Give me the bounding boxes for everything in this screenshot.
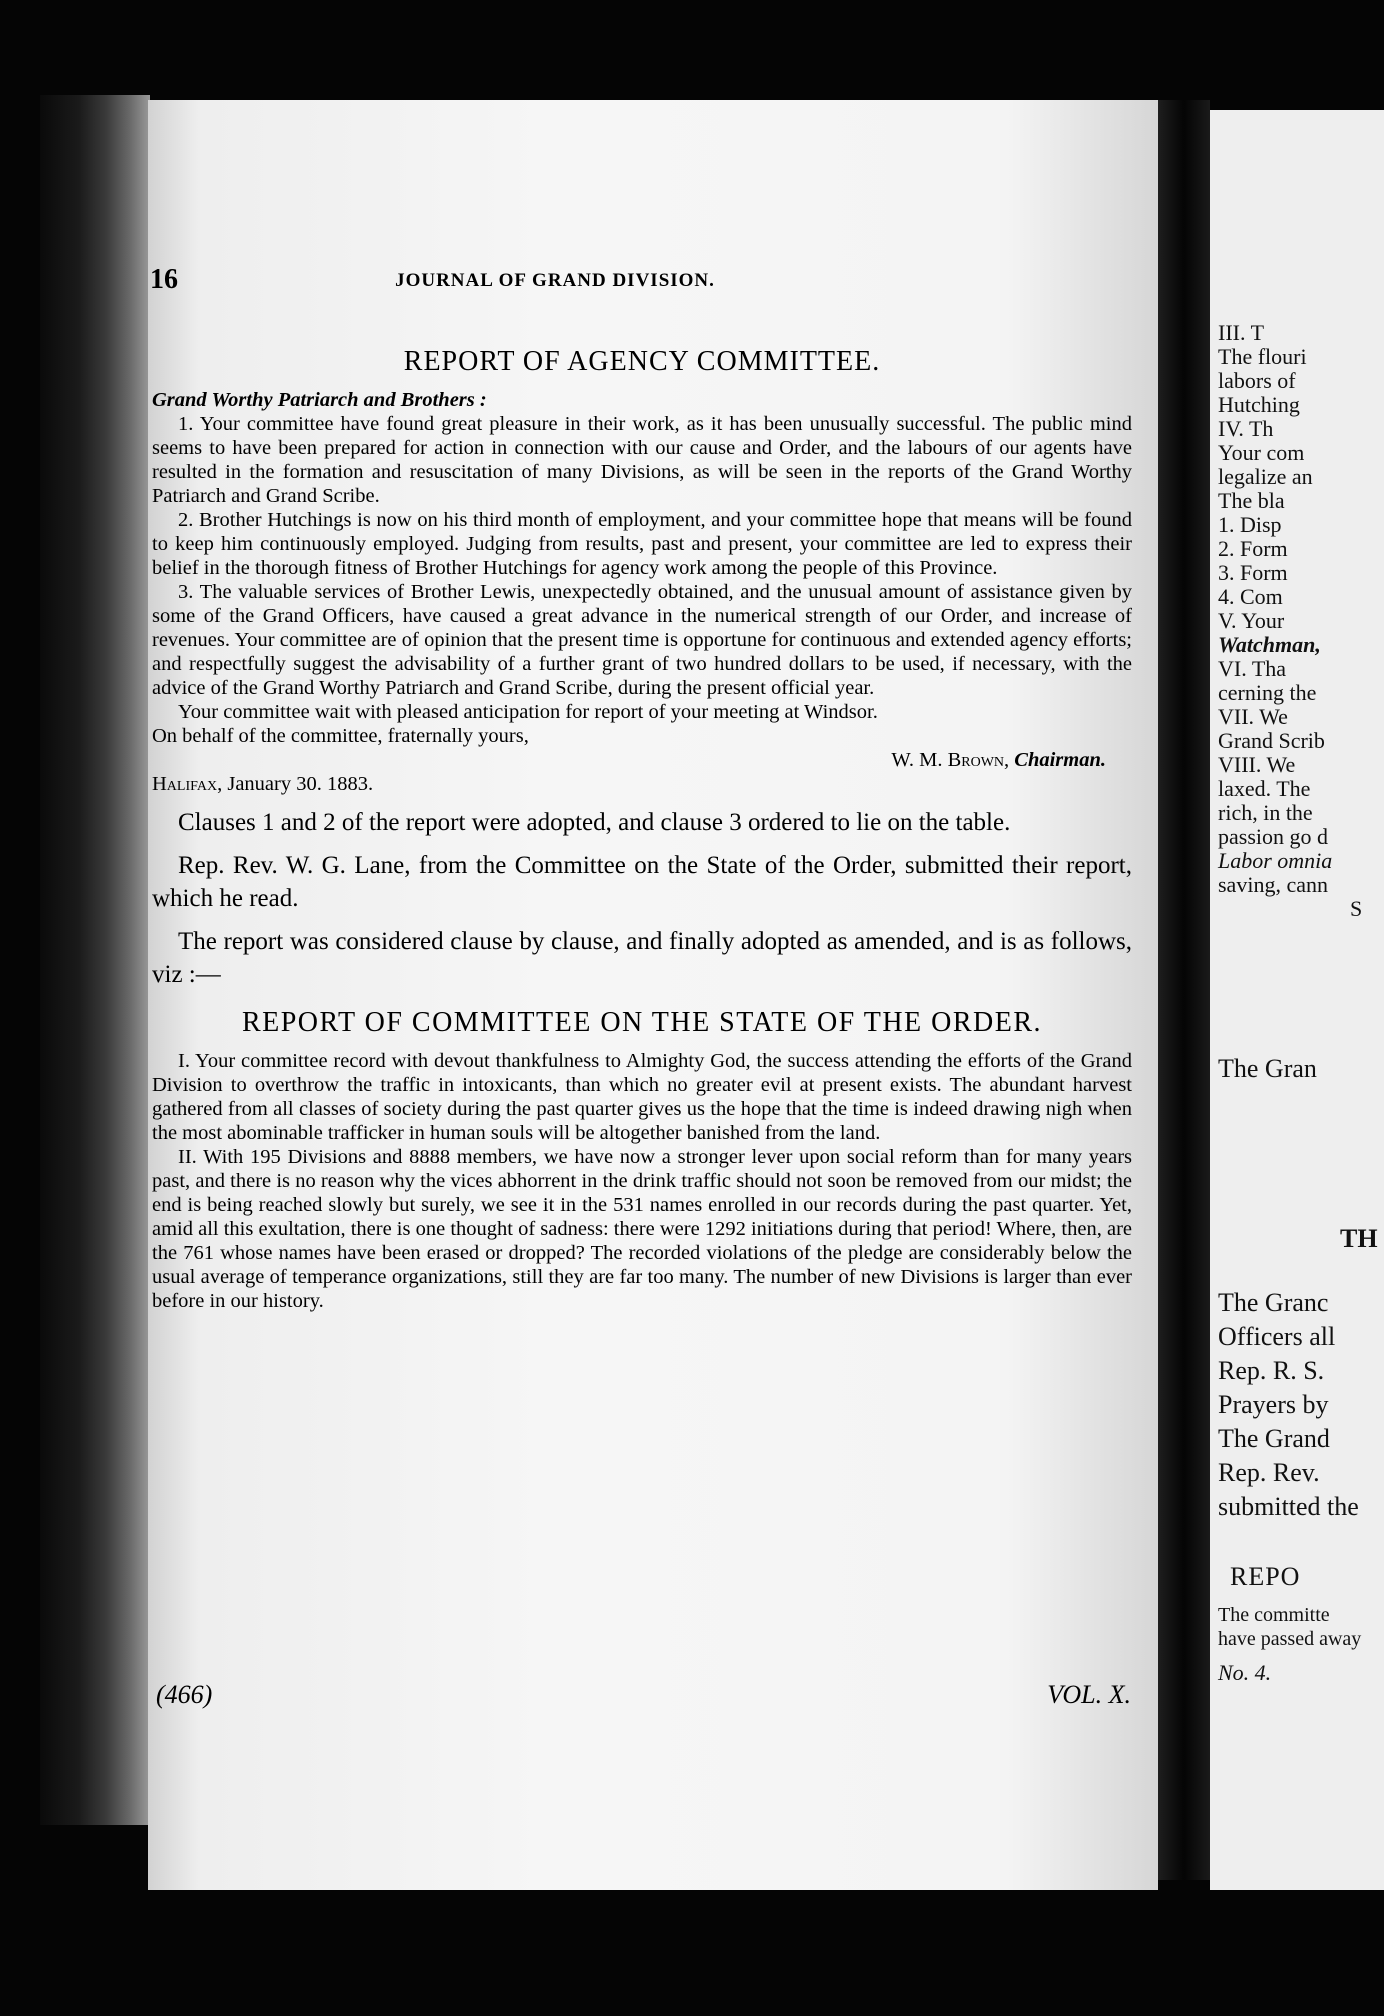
footer-page-mark: (466) — [156, 1680, 213, 1709]
adjacent-line: Hutching — [1218, 392, 1300, 417]
adjacent-repo-head: REPO — [1230, 1562, 1301, 1591]
adjacent-line: 3. Form — [1218, 560, 1288, 585]
adjacent-line: labors of — [1218, 368, 1296, 393]
agency-report-title: REPORT OF AGENCY COMMITTEE. — [403, 346, 881, 377]
adjacent-line: The Granc — [1218, 1288, 1329, 1317]
book-spine — [40, 95, 150, 1825]
adjacent-line: 1. Disp — [1218, 512, 1282, 537]
adjacent-line: laxed. The — [1218, 776, 1311, 801]
adjacent-line: 2. Form — [1218, 536, 1288, 561]
agency-paragraph-4: Your committee wait with pleased anticipation for report of your meeting at Windsor. — [178, 701, 878, 723]
adjacent-section-head: TH — [1340, 1224, 1378, 1253]
footer-volume: VOL. X. — [1047, 1680, 1131, 1709]
adjacent-line: Your com — [1218, 440, 1305, 465]
adjacent-line: rich, in the — [1218, 800, 1313, 825]
proceeding-2: Rep. Rev. W. G. Lane, from the Committee on the State of the Order, submitted their report, which he read. — [152, 852, 1132, 912]
state-paragraph-2: II. With 195 Divisions and 8888 members, we have now a stronger lever upon social reform than for many years past, and there is no reason why the vices abhorrent in the drink traffic should not soon be removed from our midst; the end is being reached slowly but surely, we see it in the 531 names enrolled in our records during the past quarter. Yet, amid all this exultation, there is one thought of sadness: there were 1292 initiations during that period! Where, then, are the 761 whose names have been erased or dropped? The recorded violations of the pledge are considerably below the usual average of temperance organizations, still they are far too many. The number of new Divisions is larger than ever before in our history. — [152, 1146, 1132, 1312]
adjacent-line: S — [1350, 896, 1363, 921]
page-header — [150, 264, 960, 294]
adjacent-line: VII. We — [1218, 704, 1288, 729]
adjacent-line: No. 4. — [1218, 1660, 1272, 1685]
adjacent-line: saving, cann — [1218, 872, 1328, 897]
adjacent-line: The Grand — [1218, 1424, 1330, 1453]
adjacent-line: passion go d — [1218, 824, 1328, 849]
adjacent-line: Grand Scrib — [1218, 728, 1325, 753]
agency-paragraph-3: 3. The valuable services of Brother Lewis, unexpectedly obtained, and the unusual amount of assistance given by some of the Grand Officers, have caused a great advance in the numerical strength of our Order, and increase of revenues. Your committee are of opinion that the present time is opportune for continuous and extended agency efforts; and respectfully suggest the advisability of a further grant of two hundred dollars to be used, if necessary, with the advice of the Grand Worthy Patriarch and Grand Scribe, during the present official year. — [152, 581, 1132, 699]
page-gutter — [1158, 100, 1210, 1880]
date-place: Halifax, — [152, 773, 223, 795]
adjacent-line: Labor omnia — [1218, 848, 1333, 873]
adjacent-line: have passed away — [1218, 1628, 1362, 1650]
adjacent-line: Prayers by — [1218, 1390, 1329, 1419]
signer-role: Chairman. — [1014, 749, 1106, 771]
adjacent-line: The committe — [1218, 1604, 1330, 1626]
adjacent-line: IV. Th — [1218, 416, 1274, 441]
agency-paragraph-1: 1. Your committee have found great pleasure in their work, as it has been unusually successful. The public mind seems to have been prepared for action in connection with our cause and Order, and the labours of our agents have resulted in the formation and resuscitation of many Divisions, as will be seen in the reports of the Grand Worthy Patriarch and Grand Scribe. — [152, 413, 1132, 507]
dateline — [152, 772, 1132, 796]
adjacent-line: III. T — [1218, 320, 1265, 345]
page-number: 16 — [150, 264, 178, 295]
state-report-title: REPORT OF COMMITTEE ON THE STATE OF THE ORDER. — [241, 1007, 1043, 1038]
adjacent-line: VI. Tha — [1218, 656, 1287, 681]
state-paragraph-1: I. Your committee record with devout thankfulness to Almighty God, the success attending the efforts of the Grand Division to overthrow the traffic in intoxicants, than which no greater evil at present exists. The abundant harvest gathered from all classes of society during the past quarter gives us the hope that the time is indeed drawing nigh when the most abominable trafficker in human souls will be altogether banished from the land. — [152, 1050, 1132, 1144]
adjacent-line: VIII. We — [1218, 752, 1296, 777]
signoff: On behalf of the committee, fraternally yours, — [152, 725, 529, 747]
adjacent-line: Watchman, — [1218, 632, 1321, 657]
adjacent-line: V. Your — [1218, 608, 1285, 633]
page-footer — [156, 1680, 1131, 1716]
date: January 30. 1883. — [227, 773, 374, 795]
agency-paragraph-2: 2. Brother Hutchings is now on his third month of employment, and your committee hope that means will be found to keep him continuously employed. Judging from results, past and present, your committee are led to express their belief in the thorough fitness of Brother Hutchings for agency work among the people of this Province. — [152, 509, 1132, 579]
adjacent-line: Officers all — [1218, 1322, 1336, 1351]
proceeding-3: The report was considered clause by clause, and finally adopted as amended, and is as follows, viz :— — [152, 928, 1132, 988]
signer — [152, 748, 1132, 772]
page-body — [152, 346, 1132, 1313]
proceeding-1: Clauses 1 and 2 of the report were adopted, and clause 3 ordered to lie on the table. — [178, 809, 1011, 836]
adjacent-line: cerning the — [1218, 680, 1317, 705]
adjacent-line: legalize an — [1218, 464, 1313, 489]
adjacent-page — [1210, 110, 1384, 1890]
adjacent-line: The flouri — [1218, 344, 1307, 369]
salutation: Grand Worthy Patriarch and Brothers : — [152, 389, 487, 411]
running-head: JOURNAL OF GRAND DIVISION. — [395, 270, 715, 291]
adjacent-line: Rep. Rev. — [1218, 1458, 1320, 1487]
adjacent-line: The bla — [1218, 488, 1285, 513]
adjacent-line: Rep. R. S. — [1218, 1356, 1325, 1385]
adjacent-mid-line: The Gran — [1218, 1054, 1317, 1083]
signer-name: W. M. Brown, — [891, 749, 1010, 771]
adjacent-line: submitted the — [1218, 1492, 1359, 1521]
adjacent-line: 4. Com — [1218, 584, 1283, 609]
